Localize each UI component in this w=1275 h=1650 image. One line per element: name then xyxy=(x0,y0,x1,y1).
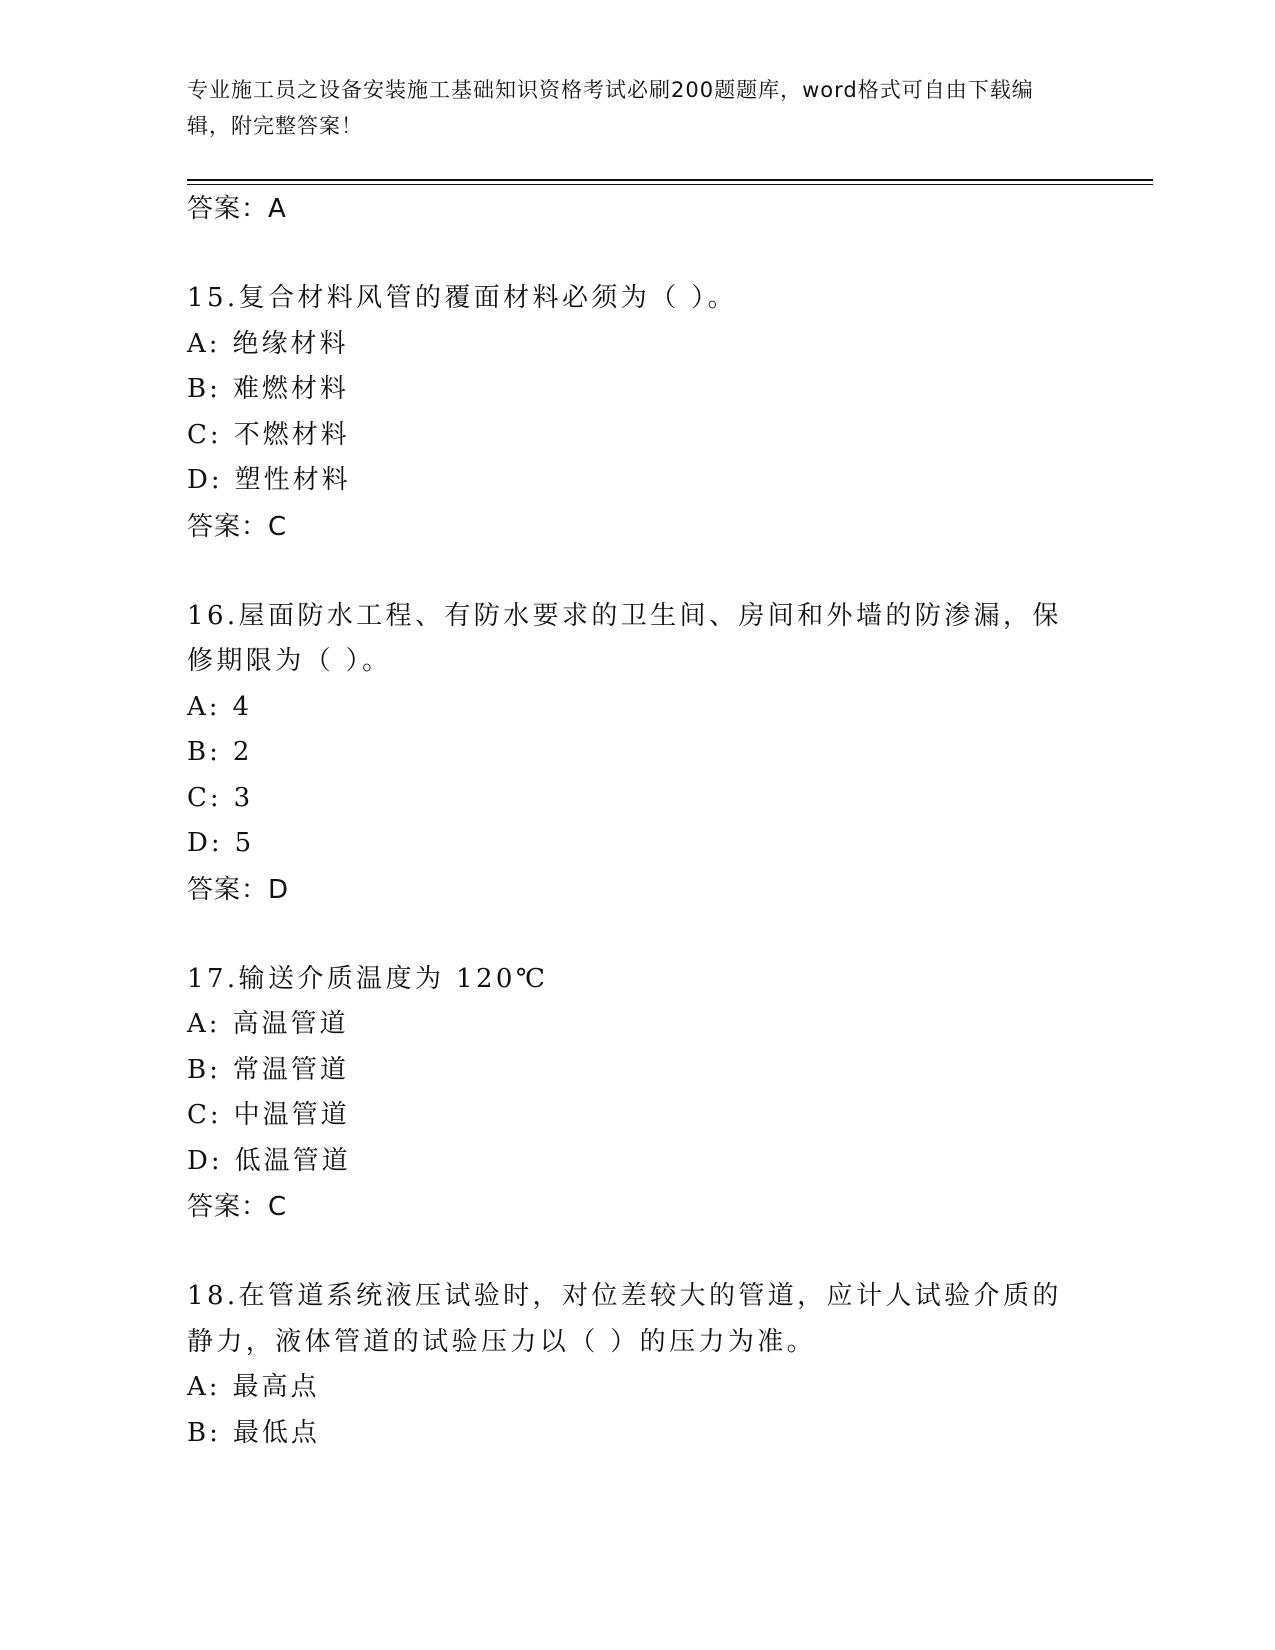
question-text: 15.复合材料风管的覆面材料必须为（ ）。 xyxy=(187,283,738,313)
option-a xyxy=(187,685,1087,731)
option-letter: B: xyxy=(187,1417,221,1448)
question-block xyxy=(187,594,1087,913)
document-header: 专业施工员之设备安装施工基础知识资格考试必刷200题题库，word格式可自由下载编辑，附完整答案！ xyxy=(187,78,1034,138)
option-text: 塑性材料 xyxy=(234,465,351,495)
question-block xyxy=(187,276,1087,550)
option-letter: A: xyxy=(187,328,221,359)
option-c xyxy=(187,776,1087,822)
option-text: 最低点 xyxy=(232,1417,320,1448)
option-c xyxy=(187,1093,1087,1139)
question-text: 16.屋面防水工程、有防水要求的卫生间、房间和外墙的防渗漏，保修期限为（ ）。 xyxy=(187,600,1062,676)
option-letter: D: xyxy=(187,828,223,858)
option-text: 4 xyxy=(232,691,253,722)
header-rule-thick xyxy=(187,179,1153,181)
option-c xyxy=(187,413,1087,459)
option-letter: C: xyxy=(187,782,222,813)
document-content xyxy=(187,186,1087,1456)
option-b xyxy=(187,730,1087,776)
answer-line: 答案：D xyxy=(187,874,290,905)
answer-line: 答案：C xyxy=(187,1192,288,1222)
answer-line: 答案：C xyxy=(187,511,288,542)
option-text: 5 xyxy=(234,828,255,858)
option-text: 高温管道 xyxy=(232,1009,349,1039)
option-text: 低温管道 xyxy=(234,1145,351,1176)
option-text: 3 xyxy=(233,782,254,813)
option-d xyxy=(187,821,1087,867)
option-text: 最高点 xyxy=(232,1372,320,1402)
option-letter: D: xyxy=(187,465,223,495)
option-a xyxy=(187,322,1087,368)
option-d xyxy=(187,458,1087,504)
option-text: 常温管道 xyxy=(232,1054,349,1085)
option-b xyxy=(187,1411,1087,1457)
option-text: 2 xyxy=(232,737,253,767)
question-block xyxy=(187,957,1087,1231)
question-text: 17.输送介质温度为 120℃ xyxy=(187,963,549,994)
option-letter: C: xyxy=(187,1100,222,1130)
option-text: 难燃材料 xyxy=(232,374,349,404)
option-letter: D: xyxy=(187,1145,223,1176)
option-letter: C: xyxy=(187,419,222,450)
option-a xyxy=(187,1002,1087,1048)
option-text: 不燃材料 xyxy=(233,419,350,450)
option-letter: A: xyxy=(187,1009,221,1039)
option-b xyxy=(187,1048,1087,1094)
header-rule-thin xyxy=(187,184,1153,185)
option-d xyxy=(187,1139,1087,1185)
option-letter: A: xyxy=(187,691,221,722)
question-block xyxy=(187,1274,1087,1456)
option-letter: B: xyxy=(187,737,221,767)
option-a xyxy=(187,1365,1087,1411)
option-letter: B: xyxy=(187,1054,221,1085)
question-text: 18.在管道系统液压试验时，对位差较大的管道，应计人试验介质的静力，液体管道的试验压力以（ ）的压力为准。 xyxy=(187,1281,1062,1357)
option-text: 绝缘材料 xyxy=(232,328,349,359)
option-b xyxy=(187,367,1087,413)
answer-line: 答案：A xyxy=(187,194,287,224)
option-letter: A: xyxy=(187,1372,221,1402)
option-letter: B: xyxy=(187,374,221,404)
option-text: 中温管道 xyxy=(233,1100,350,1130)
